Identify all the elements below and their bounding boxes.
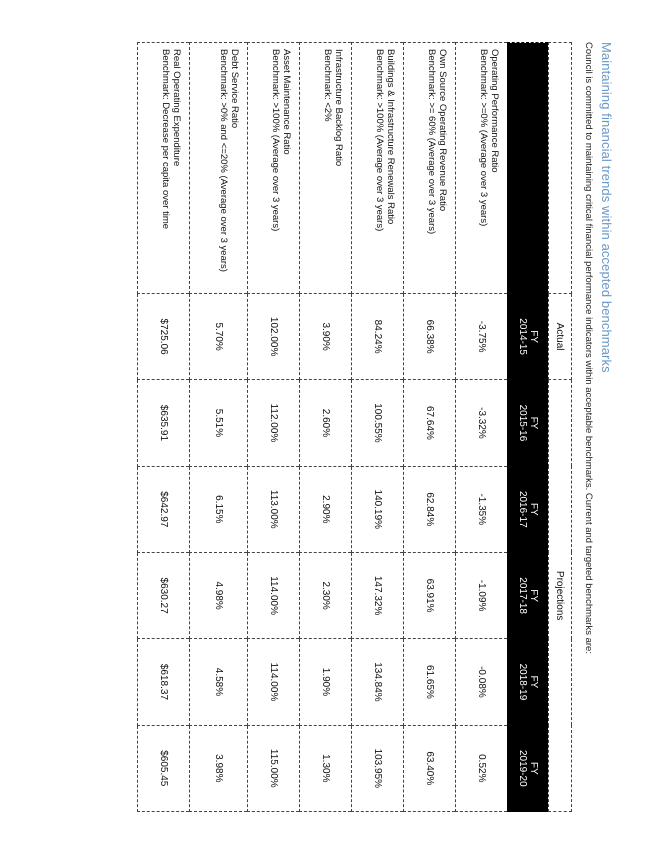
table-cell: 114.00%: [248, 639, 300, 725]
table-cell: 66.38%: [404, 293, 456, 379]
table-cell: 112.00%: [248, 380, 300, 466]
table-cell: 1.90%: [300, 639, 352, 725]
group-header-projections: Projections: [549, 380, 572, 812]
group-header-row: [549, 43, 572, 812]
ratio-label: [456, 43, 508, 294]
table-cell: $642.97: [138, 466, 190, 552]
table-row: [300, 43, 352, 812]
ratio-name: Infrastructure Backlog Ratio: [333, 49, 344, 167]
table-cell: $630.27: [138, 552, 190, 638]
table-cell: 3.98%: [190, 725, 248, 811]
table-cell: 2.60%: [300, 380, 352, 466]
ratio-benchmark: Benchmark: <2%: [322, 49, 333, 122]
year-header: FY 2019-20: [508, 725, 549, 811]
table-cell: 114.00%: [248, 552, 300, 638]
table-cell: -3.32%: [456, 380, 508, 466]
table-cell: 62.84%: [404, 466, 456, 552]
table-cell: 2.90%: [300, 466, 352, 552]
table-cell: 84.24%: [352, 293, 404, 379]
year-header: FY 2016-17: [508, 466, 549, 552]
ratio-benchmark: Benchmark: >100% (Average over 3 years): [374, 49, 385, 232]
year-header: FY 2017-18: [508, 552, 549, 638]
table-cell: $605.45: [138, 725, 190, 811]
table-cell: 0.52%: [456, 725, 508, 811]
year-header: FY 2015-16: [508, 380, 549, 466]
year-header: FY 2018-19: [508, 639, 549, 725]
group-header-blank: [549, 43, 572, 294]
table-cell: 4.98%: [190, 552, 248, 638]
ratio-label: [352, 43, 404, 294]
table-cell: 102.00%: [248, 293, 300, 379]
ratio-name: Buildings & Infrastructure Renewals Ratio: [385, 49, 396, 225]
table-cell: 2.30%: [300, 552, 352, 638]
ratio-benchmark: Benchmark: >=0% (Average over 3 years): [478, 49, 489, 227]
ratio-name: Own Source Operating Revenue Ratio: [437, 49, 448, 212]
table-cell: 113.00%: [248, 466, 300, 552]
table-cell: -1.35%: [456, 466, 508, 552]
table-row: [138, 43, 190, 812]
ratio-name: Asset Maintenance Ratio: [281, 49, 292, 155]
table-cell: 63.91%: [404, 552, 456, 638]
year-header-label: [508, 43, 549, 294]
table-cell: 5.51%: [190, 380, 248, 466]
table-cell: 6.15%: [190, 466, 248, 552]
table-cell: 61.65%: [404, 639, 456, 725]
ratio-benchmark: Benchmark: Decrease per capita over time: [160, 49, 171, 230]
table-cell: 4.58%: [190, 639, 248, 725]
table-cell: 140.19%: [352, 466, 404, 552]
ratio-label: [404, 43, 456, 294]
table-row: [404, 43, 456, 812]
ratio-label: [190, 43, 248, 294]
ratio-benchmark: Benchmark: >0% and <=20% (Average over 3 years): [218, 49, 229, 272]
year-header-row: [508, 43, 549, 812]
table-cell: 3.90%: [300, 293, 352, 379]
table-cell: 134.84%: [352, 639, 404, 725]
table-cell: -3.75%: [456, 293, 508, 379]
section-heading: Maintaining financial trends within accepted benchmarks: [599, 42, 614, 373]
table-cell: $635.91: [138, 380, 190, 466]
ratio-benchmark: Benchmark: >100% (Average over 3 years): [270, 49, 281, 232]
table-cell: 1.30%: [300, 725, 352, 811]
table-cell: $618.37: [138, 639, 190, 725]
ratio-name: Debt Service Ratio: [229, 49, 240, 129]
table-row: [352, 43, 404, 812]
ratio-label: [300, 43, 352, 294]
ratio-label: [248, 43, 300, 294]
table-cell: 115.00%: [248, 725, 300, 811]
table-cell: $725.06: [138, 293, 190, 379]
financial-benchmarks-table: [137, 42, 572, 812]
ratio-name: Operating Performance Ratio: [489, 49, 500, 173]
year-header: FY 2014-15: [508, 293, 549, 379]
ratio-name: Real Operating Expenditure: [171, 49, 182, 167]
table-row: [248, 43, 300, 812]
table-row: [190, 43, 248, 812]
table-cell: -0.08%: [456, 639, 508, 725]
table-cell: 63.40%: [404, 725, 456, 811]
group-header-actual: Actual: [549, 293, 572, 379]
table-cell: 147.32%: [352, 552, 404, 638]
table-cell: 103.95%: [352, 725, 404, 811]
table-cell: 67.64%: [404, 380, 456, 466]
table-cell: -1.09%: [456, 552, 508, 638]
ratio-label: [138, 43, 190, 294]
intro-text: Council is committed to maintaining critical financial performance indicators within acceptable benchmarks. Current and targeted benchmarks are:: [583, 42, 594, 654]
table-cell: 100.55%: [352, 380, 404, 466]
table-cell: 5.70%: [190, 293, 248, 379]
table-row: [456, 43, 508, 812]
ratio-benchmark: Benchmark: >= 60% (Average over 3 years): [426, 49, 437, 235]
